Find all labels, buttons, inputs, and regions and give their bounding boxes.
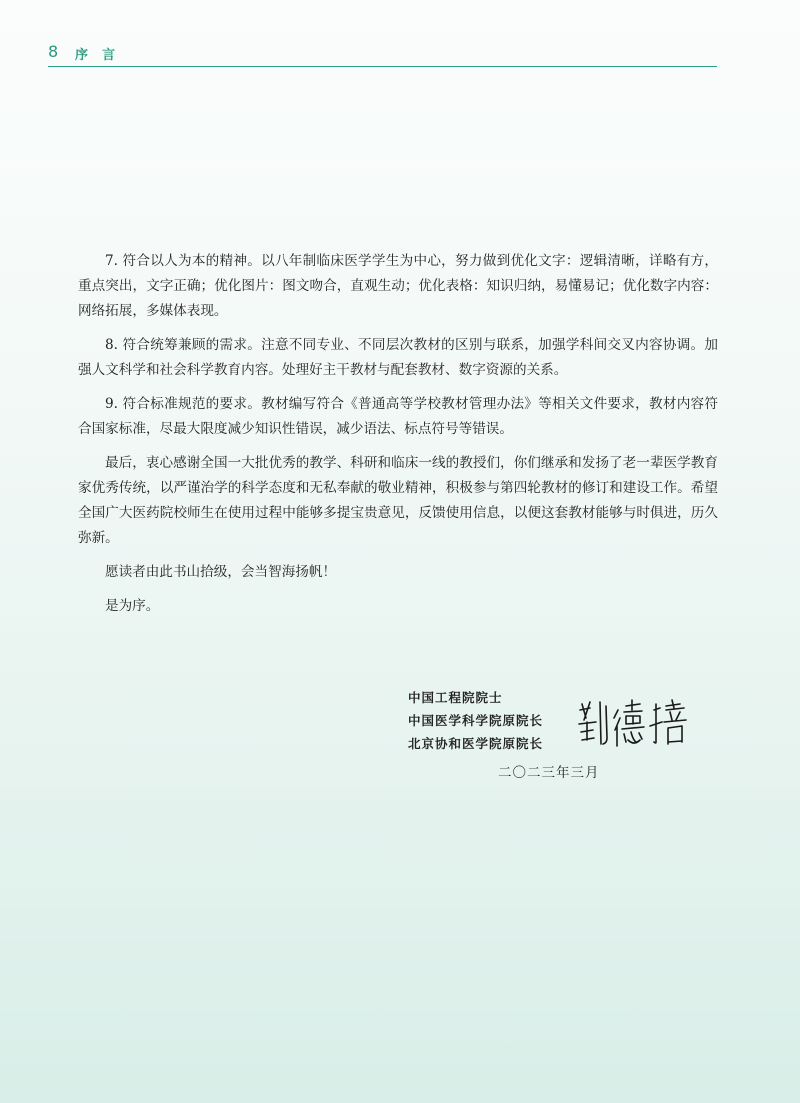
credential-pumc: 北京协和医学院原院长 xyxy=(408,736,544,751)
signature-block xyxy=(408,686,728,781)
paragraph-wish: 愿读者由此书山拾级，会当智海扬帆！ xyxy=(105,564,337,580)
page-header xyxy=(48,42,717,67)
paragraph-item-9: 9. 符合标准规范的要求。教材编写符合《普通高等学校教材管理办法》等相关文件要求，教材内容符合国家标准，尽最大限度减少知识性错误，减少语法、标点符号等错误。 xyxy=(78,396,718,437)
section-title: 序言 xyxy=(75,48,130,63)
page-number: 8 xyxy=(48,42,59,61)
preface-body xyxy=(78,249,718,628)
handwritten-signature xyxy=(576,696,691,756)
credential-academician: 中国工程院院士 xyxy=(408,690,503,705)
paragraph-closing: 最后，衷心感谢全国一大批优秀的教学、科研和临床一线的教授们，你们继承和发扬了老一辈医学教育家优秀传统，以严谨治学的科学态度和无私奉献的敬业精神，积极参与第四轮教材的修订和建设工作。希望全国广大医药院校师生在使用过程中能够多提宝贵意见，反馈使用信息，以便这套教材能够与时俱进，历久弥新。 xyxy=(78,455,718,546)
paragraph-item-8: 8. 符合统筹兼顾的需求。注意不同专业、不同层次教材的区别与联系，加强学科间交叉内容协调。加强人文科学和社会科学教育内容。处理好主干教材与配套教材、数字资源的关系。 xyxy=(78,337,718,378)
paragraph-item-7: 7. 符合以人为本的精神。以八年制临床医学学生为中心，努力做到优化文字：逻辑清晰，详略有方，重点突出，文字正确；优化图片：图文吻合，直观生动；优化表格：知识归纳，易懂易记；优化数字内容：网络拓展，多媒体表现。 xyxy=(78,253,718,319)
date-line: 二〇二三年三月 xyxy=(498,765,600,781)
credential-cams: 中国医学科学院原院长 xyxy=(408,713,544,728)
paragraph-end: 是为序。 xyxy=(105,598,160,614)
